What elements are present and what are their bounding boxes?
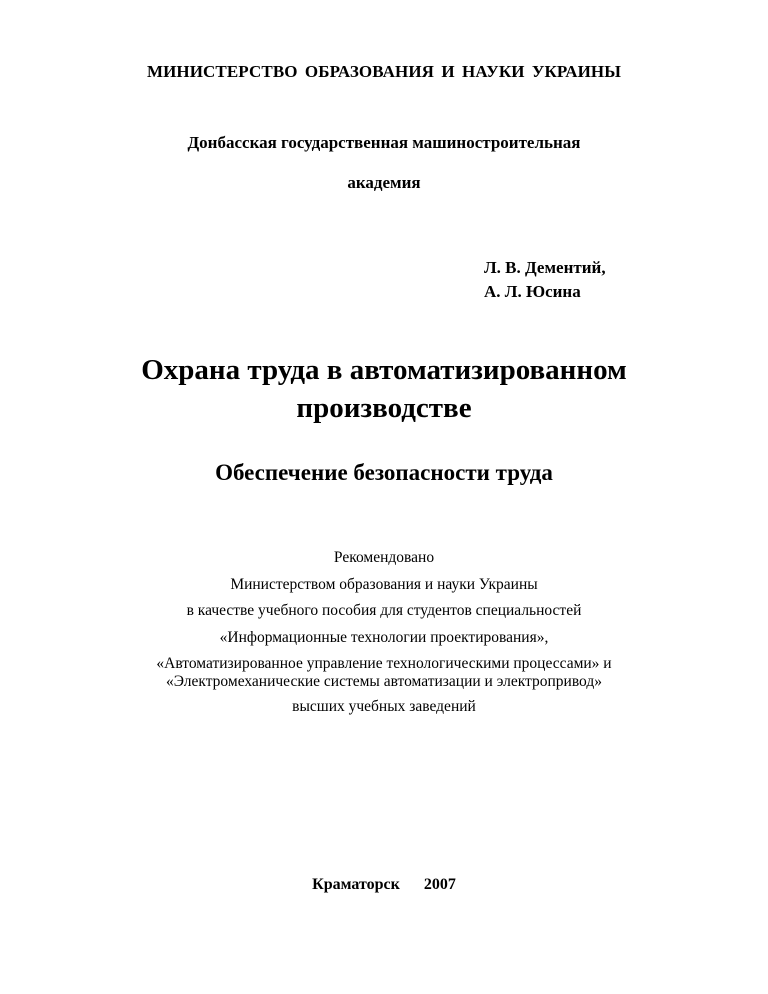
- author-2: А. Л. Юсина: [484, 282, 581, 301]
- author-1: Л. В. Дементий,: [484, 258, 606, 277]
- city-year: Краматорск 2007: [312, 876, 456, 893]
- book-title-line1: Охрана труда в автоматизированном: [141, 354, 627, 386]
- ministry-heading: МИНИСТЕРСТВО ОБРАЗОВАНИЯ И НАУКИ УКРАИНЫ: [146, 62, 622, 81]
- recommendation-line: «Электромеханические системы автоматизации и электропривод»: [166, 673, 602, 690]
- recommendation-line: «Информационные технологии проектирования»,: [219, 629, 549, 646]
- authors-block: [484, 256, 606, 304]
- academy-name-line2: академия: [347, 173, 421, 192]
- academy-name-line1: Донбасская государственная машиностроительная: [187, 133, 581, 152]
- recommendation-line: в качестве учебного пособия для студентов специальностей: [186, 602, 582, 619]
- book-title-line2: производстве: [296, 392, 472, 424]
- recommendation-line: Рекомендовано: [333, 549, 435, 566]
- book-subtitle: Обеспечение безопасности труда: [215, 460, 553, 485]
- recommendation-line: Министерством образования и науки Украины: [230, 576, 538, 593]
- recommendation-line: высших учебных заведений: [292, 698, 476, 715]
- recommendation-line: «Автоматизированное управление технологическими процессами» и: [156, 655, 612, 672]
